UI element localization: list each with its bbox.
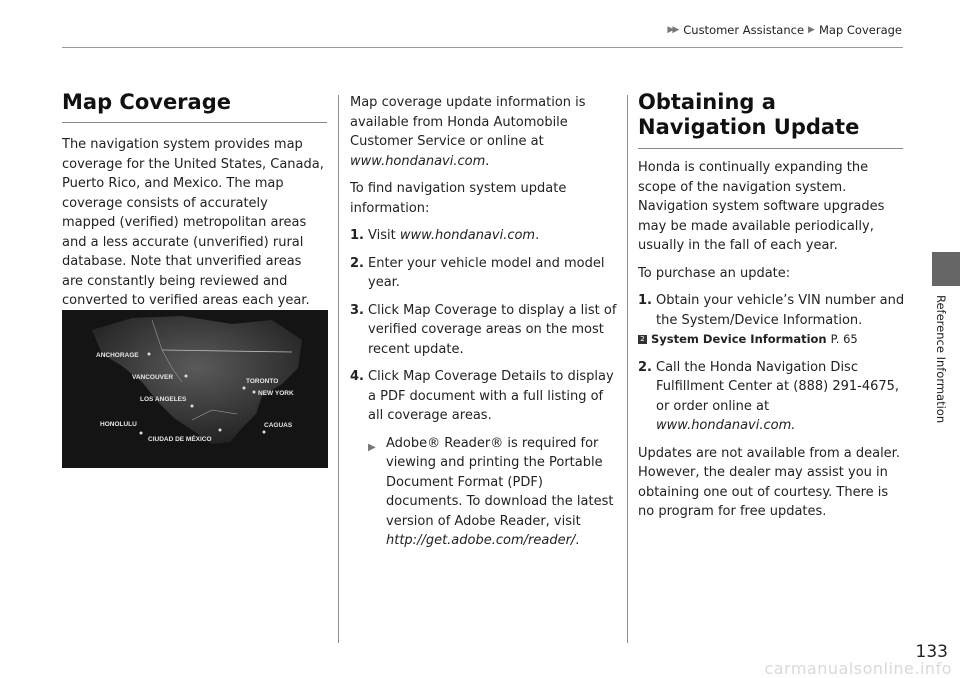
- note-arrow-icon: ▶: [368, 441, 376, 453]
- find-info-paragraph: To find navigation system update information:: [350, 181, 567, 216]
- update-info-paragraph: Map coverage update information is available from Honda Automobile Customer Service or online at www.hondanavi.com.: [350, 95, 586, 169]
- map-label-vancouver: VANCOUVER: [132, 374, 174, 381]
- watermark: carmanualsonline.info: [764, 659, 952, 678]
- section-title: Obtaining a Navigation Update: [638, 90, 903, 149]
- map-label-ciudad-de-mexico: CIUDAD DE MÉXICO: [148, 436, 212, 443]
- list-item: 1. Visit www.hondanavi.com.: [350, 228, 540, 243]
- list-item: 2. Call the Honda Navigation Disc Fulfillment Center at (888) 291-4675, or order online at www.hondanavi.com.: [638, 359, 900, 433]
- chevron-right-icon: ▶▶: [667, 25, 678, 35]
- intro-paragraph: The navigation system provides map coverage for the United States, Canada, Puerto Rico, and Mexico. The map coverage consists of accurately mapped (verified) metropolitan areas and a less accurate (unverified) rural database. Note that unverified areas are constantly being reviewed and converted to verified areas each year.: [62, 137, 324, 308]
- expanding-paragraph: Honda is continually expanding the scope of the navigation system. Navigation system software upgrades may be made available periodically, usually in the fall of each year.: [638, 160, 885, 253]
- map-label-anchorage: ANCHORAGE: [96, 352, 139, 359]
- map-label-los-angeles: LOS ANGELES: [140, 396, 187, 403]
- coverage-map-image: [62, 310, 328, 468]
- adobe-link[interactable]: http://get.adobe.com/reader/: [386, 533, 576, 548]
- middle-column: [350, 93, 618, 551]
- hondanavi-link[interactable]: www.hondanavi.com: [350, 153, 486, 169]
- breadcrumb: [667, 23, 902, 37]
- hondanavi-link[interactable]: www.hondanavi.com: [399, 228, 536, 243]
- map-label-toronto: TORONTO: [246, 378, 279, 385]
- breadcrumb-page: Map Coverage: [818, 23, 902, 37]
- list-item: 1. Obtain your vehicle’s VIN number and the System/Device Information.: [638, 293, 905, 328]
- list-item: 4. Click Map Coverage Details to display a PDF document with a full listing of all coverage areas.: [350, 369, 614, 423]
- map-label-new-york: NEW YORK: [258, 390, 294, 397]
- list-item: 3. Click Map Coverage to display a list of verified coverage areas on the most recent update.: [350, 302, 617, 357]
- chapter-label: Reference Information: [934, 295, 948, 424]
- list-item: 2. Enter your vehicle model and model year.: [350, 255, 605, 290]
- column-divider: [627, 95, 628, 643]
- chevron-right-icon: ▶: [808, 25, 813, 35]
- purchase-paragraph: To purchase an update:: [638, 265, 791, 281]
- reference-icon: 2: [638, 335, 647, 344]
- page-number: 133: [915, 642, 948, 662]
- map-label-honolulu: HONOLULU: [100, 421, 137, 428]
- header-divider: [62, 47, 903, 48]
- cross-reference[interactable]: 2 System Device Information P. 65: [638, 330, 908, 350]
- chapter-tab: [932, 252, 960, 286]
- dealer-paragraph: Updates are not available from a dealer. However, the dealer may assist you in obtaining one out of courtesy. There is no program for free updates.: [638, 445, 900, 519]
- section-title: Map Coverage: [62, 90, 327, 123]
- hondanavi-link[interactable]: www.hondanavi.com.: [656, 418, 796, 433]
- column-divider: [338, 95, 339, 643]
- right-column: [638, 158, 908, 530]
- map-label-caguas: CAGUAS: [264, 422, 293, 429]
- breadcrumb-section[interactable]: Customer Assistance: [683, 23, 805, 37]
- adobe-note: ▶ Adobe® Reader® is required for viewing and printing the Portable Document Format (PDF) documents. To download the latest version of Adobe Reader, visit http://get.adobe.com/reader/.: [368, 434, 618, 551]
